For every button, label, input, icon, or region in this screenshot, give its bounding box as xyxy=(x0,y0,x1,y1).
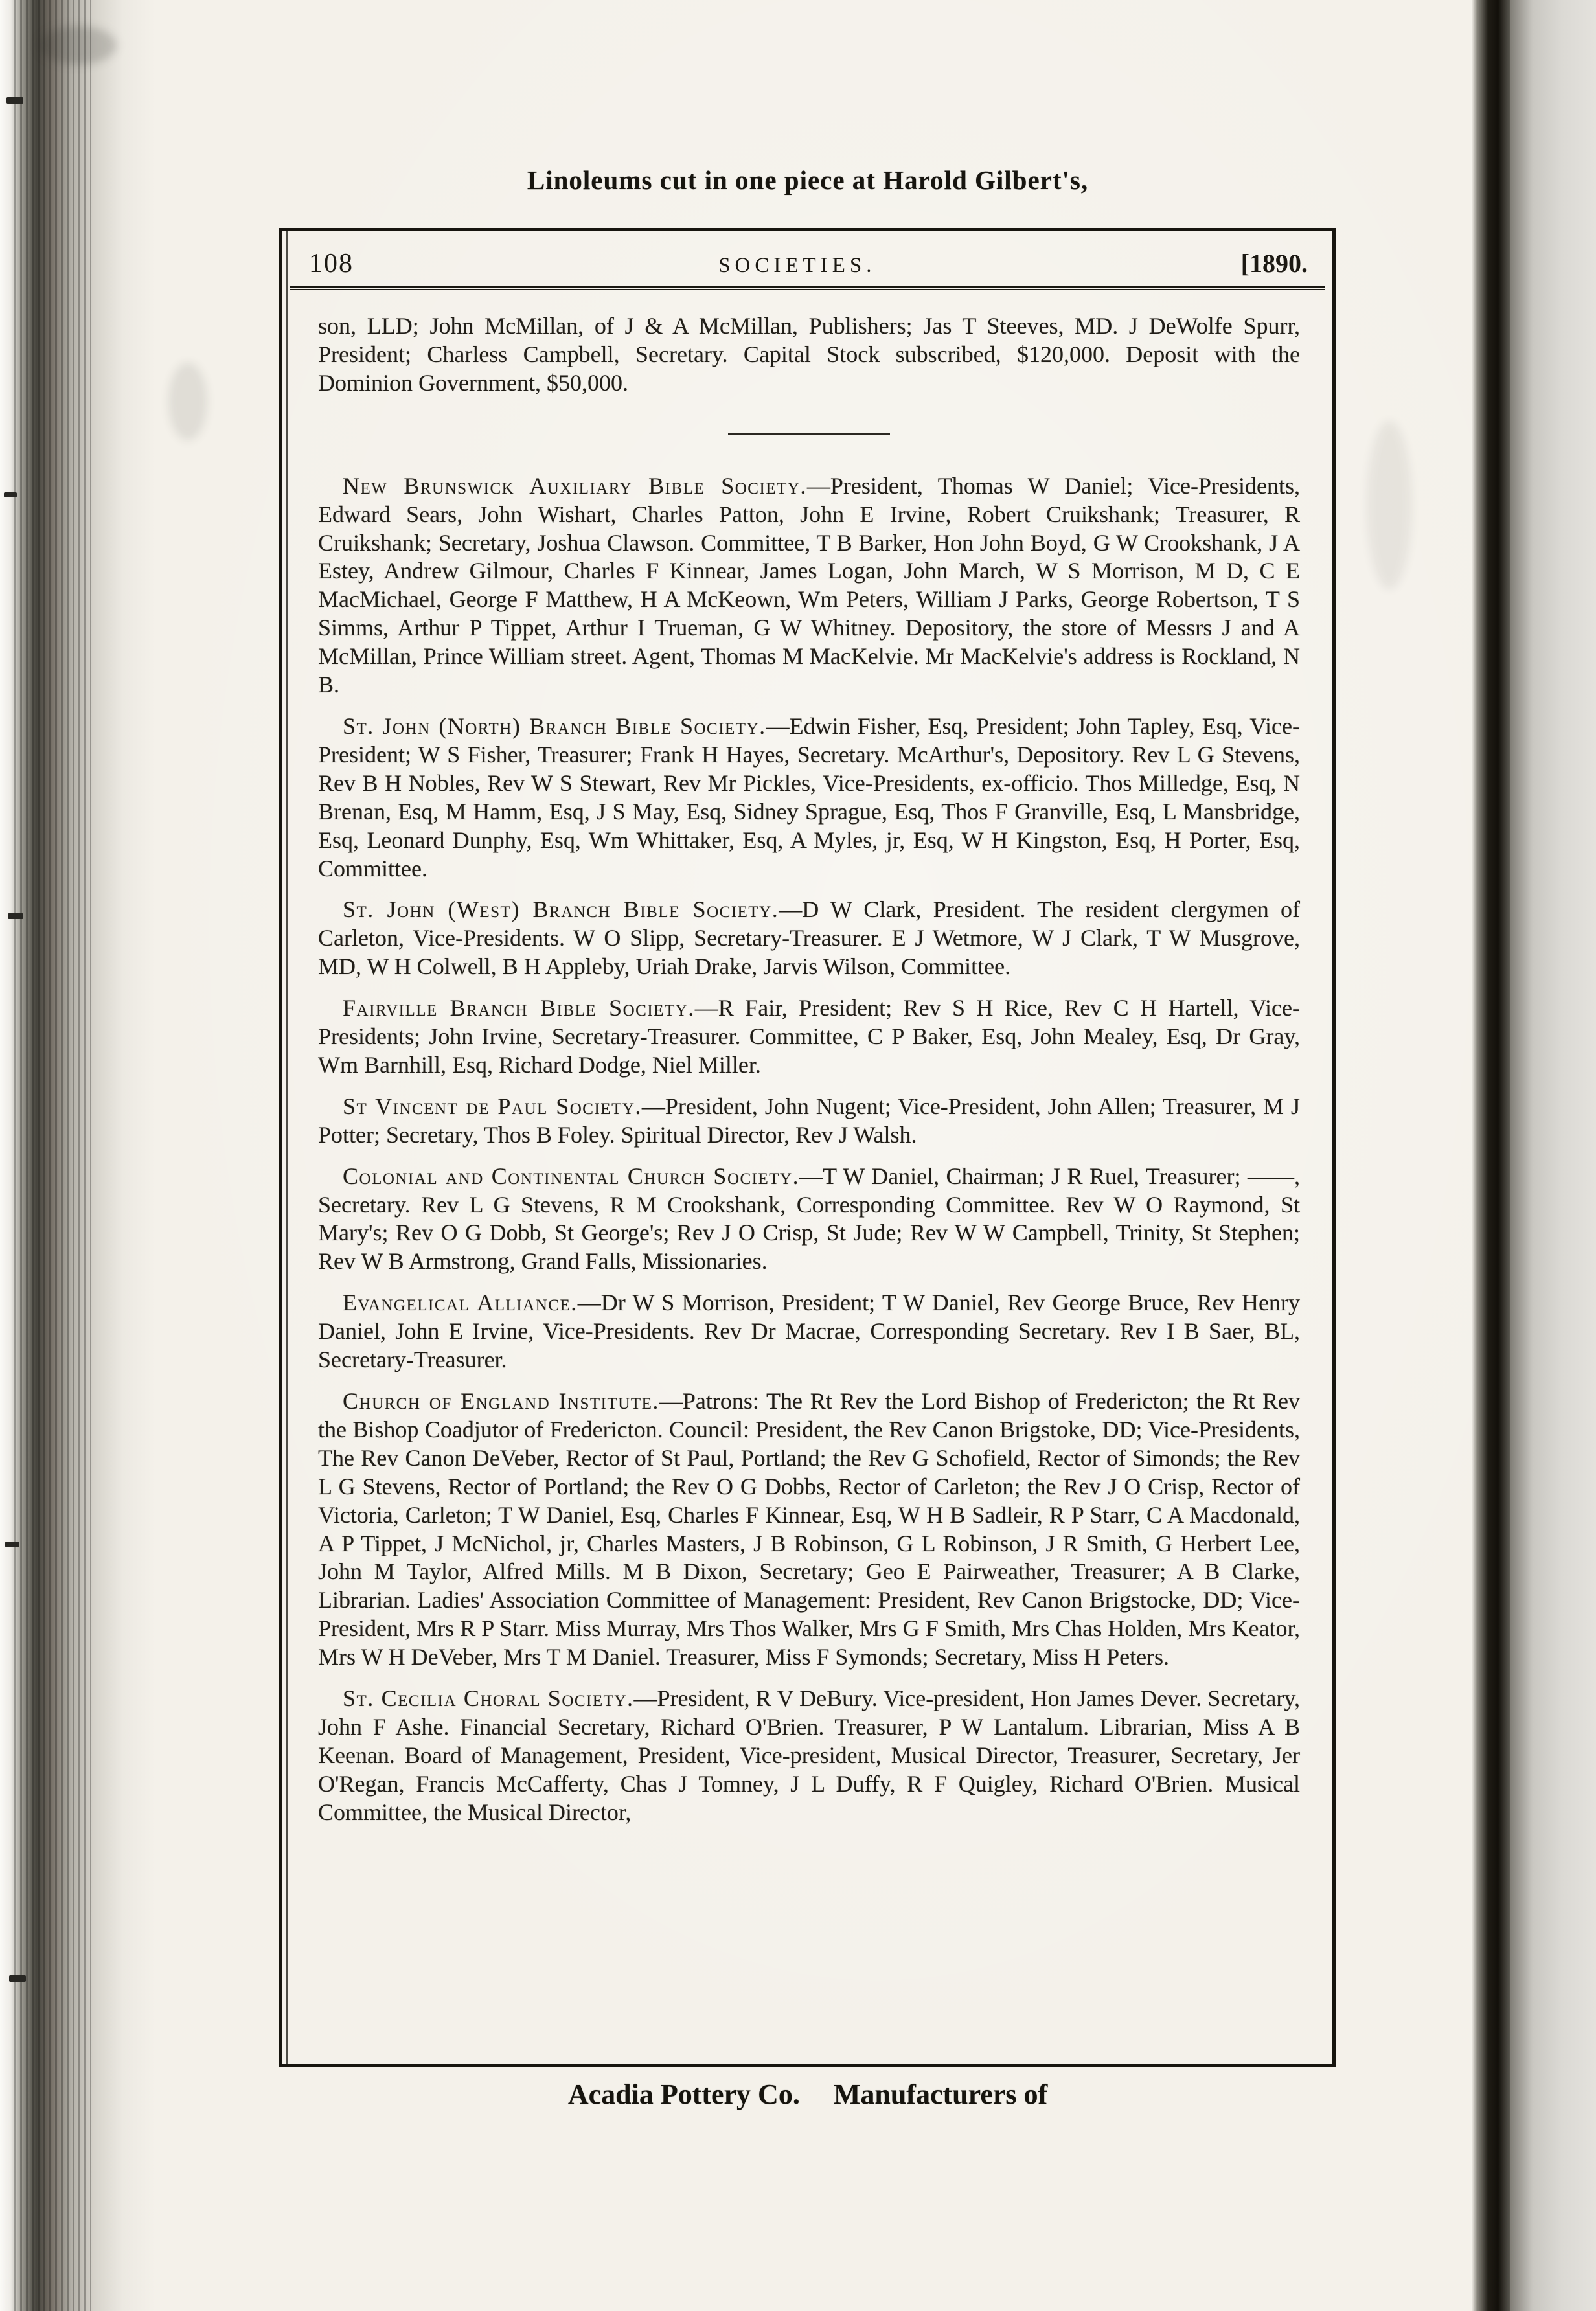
bottom-ad-company: Acadia Pottery Co. xyxy=(567,2078,800,2110)
society-entry xyxy=(318,472,1300,700)
continuation-paragraph xyxy=(318,312,1300,398)
binding-mark xyxy=(8,913,23,919)
scan-smudge xyxy=(168,363,207,440)
header-divider-rule xyxy=(290,286,1325,290)
entry-body: —President, John Nugent; Vice-President, John Allen; Treasurer, M J Potter; Secretary, Thos B Foley. Spiritual Director, Rev J Walsh. xyxy=(318,1093,1300,1148)
entry-body: —Dr W S Morrison, President; T W Daniel, Rev George Bruce, Rev Henry Daniel, John E Irvine, Vice-Presidents. Rev Dr Macrae, Corresponding Secretary. Rev I B Saer, BL, Secretary-Treasurer. xyxy=(318,1290,1300,1373)
bottom-advertisement xyxy=(280,2078,1336,2111)
facing-page-margin xyxy=(1510,0,1596,2311)
binding-mark xyxy=(5,1542,19,1547)
society-entry xyxy=(318,1685,1300,1827)
society-name: Colonial and Continental Church Society. xyxy=(343,1163,800,1189)
page-content-frame xyxy=(279,228,1336,2067)
entry-body: —D W Clark, President. The resident clergymen of Carleton, Vice-Presidents. W O Slipp, Secretary-Treasurer. E J Wetmore, W J Clark, T W Musgrove, MD, W H Colwell, B H Appleby, Uriah Drake, Jarvis Wilson, Committee. xyxy=(318,896,1300,980)
binding-mark xyxy=(4,492,17,497)
society-name: Church of England Institute. xyxy=(343,1388,659,1414)
entry-body: —Patrons: The Rt Rev the Lord Bishop of Fredericton; the Rt Rev the Bishop Coadjutor of Fredericton. Council: President, the Rev Canon Brigstoke, DD; Vice-Presidents, The Rev Canon DeVeber, Rector of St Paul, Portland; the Rev G Schofield, Rector of Simonds; the Rev L G Stevens, Rector of Portland; the Rev O G Dobbs, Rector of Carleton; the Rev J O Crisp, Rector of Victoria, Carleton; T W Daniel, Esq, Charles F Kinnear, Esq, W H B Sadleir, R P Starr, C A Macdonald, A P Tippet, J McNichol, jr, Charles Masters, J B Robinson, G L Robinson, J R Smith, G Herbert Lee, John M Taylor, Alfred Mills. M B Dixon, Secretary; Geo E Pairweather, Treasurer; A B Clarke, Librarian. Ladies' Association Committee of Management: President, Rev Canon Brigstocke, DD; Vice-President, Mrs R P Starr. Miss Murray, Mrs Thos Walker, Mrs G F Smith, Mrs Chas Holden, Mrs Keator, Mrs W H DeVeber, Mrs T M Daniel. Treasurer, Miss F Symonds; Secretary, Miss H Peters. xyxy=(318,1388,1300,1670)
binding-mark xyxy=(9,1975,26,1982)
societies-text xyxy=(282,290,1332,1827)
entry-body: —R Fair, President; Rev S H Rice, Rev C H Hartell, Vice-Presidents; John Irvine, Secretary-Treasurer. Committee, C P Baker, Esq, John Mealey, Esq, Dr Gray, Wm Barnhill, Esq, Richard Dodge, Niel Miller. xyxy=(318,995,1301,1078)
facing-page-dark-edge xyxy=(1472,0,1510,2311)
society-entry xyxy=(318,896,1300,981)
entry-body: —President, Thomas W Daniel; Vice-Presidents, Edward Sears, John Wishart, Charles Patton, John E Irvine, Robert Cruikshank; Treasurer, R Cruikshank; Secretary, Joshua Clawson. Committee, T B Barker, Hon John Boyd, G W Crookshank, J A Estey, Andrew Gilmour, Charles F Kinnear, James Logan, John March, W S Morrison, M D, C E MacMichael, George F Matthew, H A McKeown, Wm Peters, William J Parks, George Robertson, T S Simms, Arthur P Tippet, Arthur I Trueman, G W Whitney. Depository, the store of Messrs J and A McMillan, Prince William street. Agent, Thomas M MacKelvie. Mr MacKelvie's address is Rockland, N B. xyxy=(318,472,1300,698)
society-entry xyxy=(318,712,1300,883)
bottom-ad-tagline: Manufacturers of xyxy=(833,2078,1048,2110)
society-name: St. Cecilia Choral Society. xyxy=(343,1685,634,1712)
binding-page-streaks xyxy=(14,0,91,2311)
page-number: 108 xyxy=(309,249,354,279)
scan-smudge xyxy=(1367,421,1412,589)
society-name: St Vincent de Paul Society. xyxy=(343,1093,642,1119)
entry-body: —Edwin Fisher, Esq, President; John Tapley, Esq, Vice-President; W S Fisher, Treasurer; Frank H Hayes, Secretary. McArthur's, Depository. Rev L G Stevens, Rev B H Nobles, Rev W S Stewart, Rev Mr Pickles, Vice-Presidents, ex-officio. Thos Milledge, Esq, N Brenan, Esq, M Hamm, Esq, J S May, Esq, Sidney Sprague, Esq, Thos F Granville, Esq, L Mansbridge, Esq, Leonard Dunphy, Esq, Wm Whittaker, Esq, A Myles, jr, Esq, W H Kingston, Esq, H Porter, Esq, Committee. xyxy=(318,712,1301,882)
entry-body: —T W Daniel, Chairman; J R Ruel, Treasurer; ——, Secretary. Rev L G Stevens, R M Crookshank, Corresponding Committee. Rev W O Raymond, St Mary's; Rev O G Dobb, St George's; Rev J O Crisp, St Jude; Rev W W Campbell, Trinity, St Stephen; Rev W B Armstrong, Grand Falls, Missionaries. xyxy=(318,1163,1300,1275)
section-divider xyxy=(728,433,890,435)
binding-mark xyxy=(6,97,23,104)
entry-body: son, LLD; John McMillan, of J & A McMillan, Publishers; Jas T Steeves, MD. J DeWolfe Spurr, President; Charless Campbell, Secretary. Capital Stock subscribed, $120,000. Deposit with the Dominion Government, $50,000. xyxy=(318,313,1300,396)
society-entry xyxy=(318,1387,1300,1672)
page-header xyxy=(282,231,1332,286)
society-name: Fairville Branch Bible Society. xyxy=(343,995,695,1021)
society-name: Evangelical Alliance. xyxy=(343,1290,578,1316)
scan-smudge xyxy=(39,26,117,65)
entry-body: —President, R V DeBury. Vice-president, Hon James Dever. Secretary, John F Ashe. Financial Secretary, Richard O'Brien. Treasurer, P W Lantalum. Librarian, Miss A B Keenan. Board of Management, President, Vice-president, Musical Director, Treasurer, Secretary, Jer O'Regan, Francis McCafferty, Chas J Tomney, J L Duffy, R F Quigley, Richard O'Brien. Musical Committee, the Musical Director, xyxy=(318,1685,1300,1825)
society-name: St. John (North) Branch Bible Society. xyxy=(343,712,766,739)
society-name: St. John (West) Branch Bible Society. xyxy=(343,896,779,923)
society-entry xyxy=(318,994,1300,1080)
society-entry xyxy=(318,1093,1300,1150)
page-year: [1890. xyxy=(1240,249,1308,278)
society-name: New Brunswick Auxiliary Bible Society. xyxy=(343,472,807,499)
society-entry xyxy=(318,1289,1300,1374)
page-title: SOCIETIES. xyxy=(718,254,876,277)
top-advertisement: Linoleums cut in one piece at Harold Gilbert's, xyxy=(527,165,1089,195)
society-entry xyxy=(318,1163,1300,1277)
